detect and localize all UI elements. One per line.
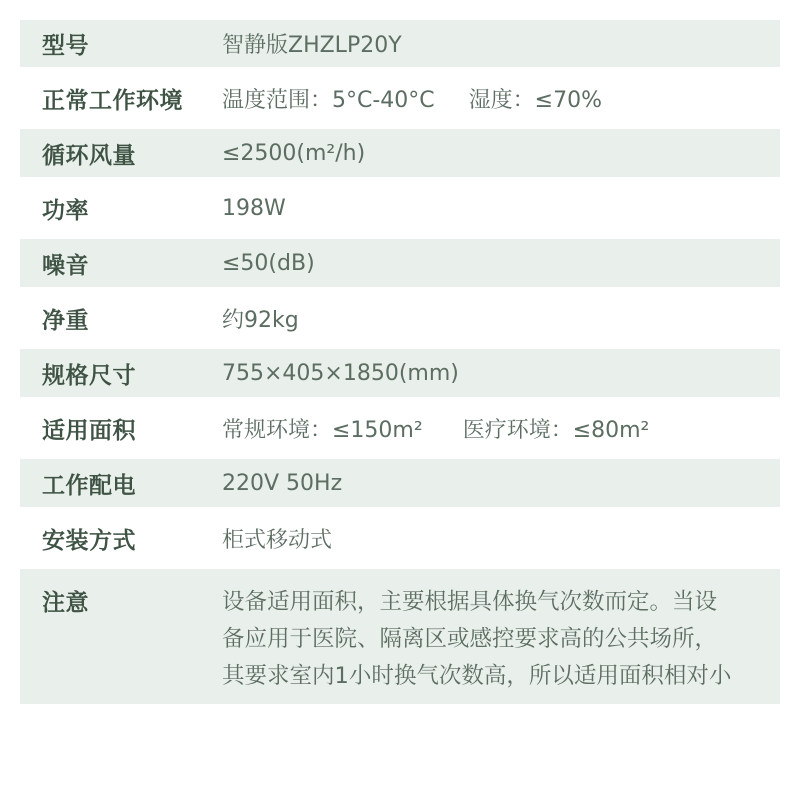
- spec-value: ≤50(dB): [222, 250, 315, 276]
- spec-label: 净重: [42, 307, 89, 334]
- spec-label: 工作配电: [42, 472, 136, 499]
- spec-value: 约92kg: [222, 307, 299, 333]
- spec-row-noise: [20, 239, 780, 287]
- spec-row-area: [20, 397, 780, 459]
- spec-label: 循环风量: [42, 142, 136, 169]
- spec-label: 型号: [42, 33, 89, 59]
- spec-label: 正常工作环境: [42, 87, 183, 114]
- note-line: 备应用于医院、隔离区或感控要求高的公共场所，: [222, 626, 718, 652]
- spec-row-power: [20, 177, 780, 239]
- humidity-range: 湿度：≤70%: [468, 87, 602, 113]
- spec-label: 噪音: [42, 252, 89, 279]
- spec-label: 规格尺寸: [42, 362, 136, 389]
- temperature-range: 温度范围：5°C-40°C: [222, 87, 435, 113]
- spec-value: [222, 83, 602, 114]
- spec-label: 功率: [42, 197, 89, 224]
- spec-row-power-supply: [20, 459, 780, 507]
- spec-row-dimensions: [20, 349, 780, 397]
- note-text: [222, 584, 774, 695]
- spec-row-model: [20, 20, 780, 67]
- spec-row-airflow: [20, 129, 780, 177]
- spec-label: 适用面积: [42, 417, 136, 444]
- regular-area: 常规环境：≤150m²: [222, 417, 423, 443]
- spec-value: 220V 50Hz: [222, 470, 343, 496]
- spec-value: ≤2500(m²/h): [222, 140, 366, 166]
- spec-value: 755×405×1850(mm): [222, 360, 459, 386]
- spec-row-weight: [20, 287, 780, 349]
- spec-label: 安装方式: [42, 527, 136, 554]
- spec-value: [222, 413, 649, 444]
- spec-value: 198W: [222, 195, 286, 221]
- spec-row-environment: [20, 67, 780, 129]
- spec-value: 柜式移动式: [222, 527, 333, 553]
- spec-row-installation: [20, 507, 780, 569]
- medical-area: 医疗环境：≤80m²: [462, 417, 650, 443]
- spec-label: 注意: [42, 590, 89, 616]
- note-line: 其要求室内1小时换气次数高，所以适用面积相对小: [222, 663, 732, 689]
- note-line: 设备适用面积，主要根据具体换气次数而定。当设: [222, 589, 718, 615]
- spec-table: [20, 20, 780, 704]
- spec-value: 智静版ZHZLP20Y: [222, 33, 402, 58]
- spec-row-note: [20, 569, 780, 704]
